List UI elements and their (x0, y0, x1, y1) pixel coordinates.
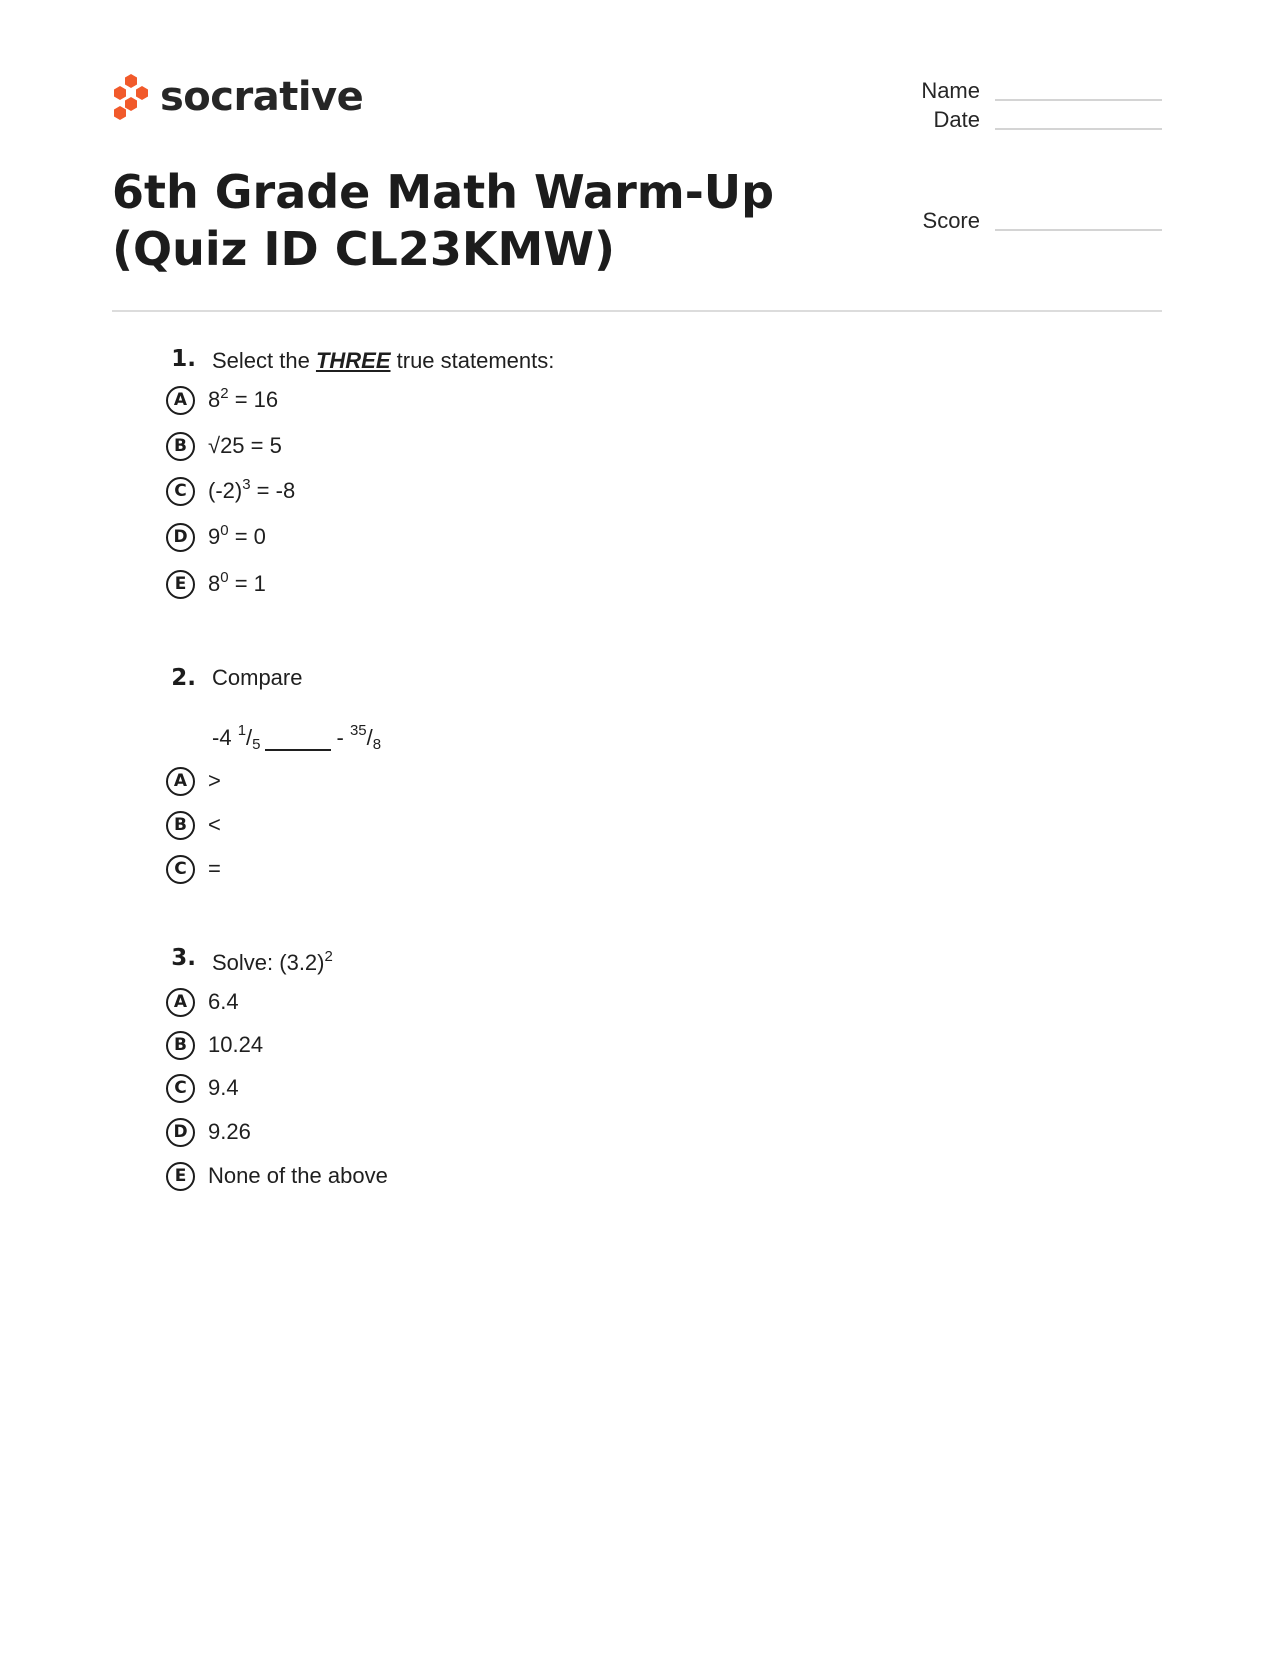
option-text: None of the above (208, 1163, 388, 1188)
score-field[interactable] (995, 229, 1162, 231)
name-label: Name (921, 78, 980, 103)
option-bubble[interactable]: E (166, 570, 195, 599)
hexagon-cluster-icon (112, 72, 150, 122)
page-title: 6th Grade Math Warm-Up (Quiz ID CL23KMW) (112, 165, 775, 276)
answer-option[interactable] (166, 1028, 263, 1062)
score-label: Score (922, 208, 980, 233)
answer-option[interactable] (166, 520, 266, 554)
option-bubble[interactable]: D (166, 523, 195, 552)
answer-option[interactable] (166, 985, 239, 1019)
socrative-logo (112, 72, 363, 122)
option-text: √25 = 5 (208, 433, 282, 458)
brand-name: socrative (160, 74, 364, 120)
option-bubble[interactable]: C (166, 1074, 195, 1103)
answer-option[interactable] (166, 808, 221, 842)
option-bubble[interactable]: A (166, 386, 195, 415)
answer-blank (265, 749, 331, 751)
question-number: 3. (171, 945, 196, 971)
option-bubble[interactable]: B (166, 811, 195, 840)
prompt-text: Select the (212, 348, 316, 373)
option-text: 9.4 (208, 1075, 239, 1100)
answer-option[interactable] (166, 1071, 239, 1105)
option-bubble[interactable]: C (166, 855, 195, 884)
option-text: $9^0 = 0$ (208, 522, 266, 549)
header-divider (112, 310, 1162, 312)
option-text: 10.24 (208, 1032, 264, 1057)
prompt-text: true statements: (390, 348, 555, 373)
option-bubble[interactable]: A (166, 767, 195, 796)
date-label: Date (933, 107, 980, 132)
question-number: 2. (171, 665, 196, 691)
name-field[interactable] (995, 99, 1162, 101)
answer-option[interactable] (166, 852, 221, 886)
option-text: 9.26 (208, 1119, 251, 1144)
option-bubble[interactable]: C (166, 477, 195, 506)
prompt-emphasis: THREE (315, 348, 391, 373)
option-bubble[interactable]: B (166, 432, 195, 461)
option-text: $8^0 = 1$ (208, 569, 266, 596)
question-prompt: Compare (212, 665, 303, 690)
option-bubble[interactable]: D (166, 1118, 195, 1147)
option-bubble[interactable]: B (166, 1031, 195, 1060)
option-bubble[interactable]: E (166, 1162, 195, 1191)
option-text: > (208, 768, 221, 793)
date-field[interactable] (995, 128, 1162, 130)
answer-option[interactable] (166, 429, 282, 463)
question-number: 1. (171, 346, 196, 372)
answer-option[interactable] (166, 567, 266, 601)
option-bubble[interactable]: A (166, 988, 195, 1017)
option-text: $8^2 = 16$ (208, 385, 279, 412)
answer-option[interactable] (166, 383, 278, 417)
answer-option[interactable] (166, 474, 295, 508)
answer-option[interactable] (166, 764, 221, 798)
question-prompt (212, 348, 554, 374)
option-text: $(-2)^3 = -8$ (208, 476, 296, 503)
comparison-expression: -4 $^1/_5 - ^{35}/_8$ (212, 722, 382, 753)
answer-option[interactable] (166, 1159, 388, 1193)
answer-option[interactable] (166, 1115, 251, 1149)
option-text: = (208, 856, 221, 881)
option-text: 6.4 (208, 989, 239, 1014)
option-text: < (208, 812, 221, 837)
question-prompt: Solve: $(3.2)^2$ (212, 948, 333, 975)
